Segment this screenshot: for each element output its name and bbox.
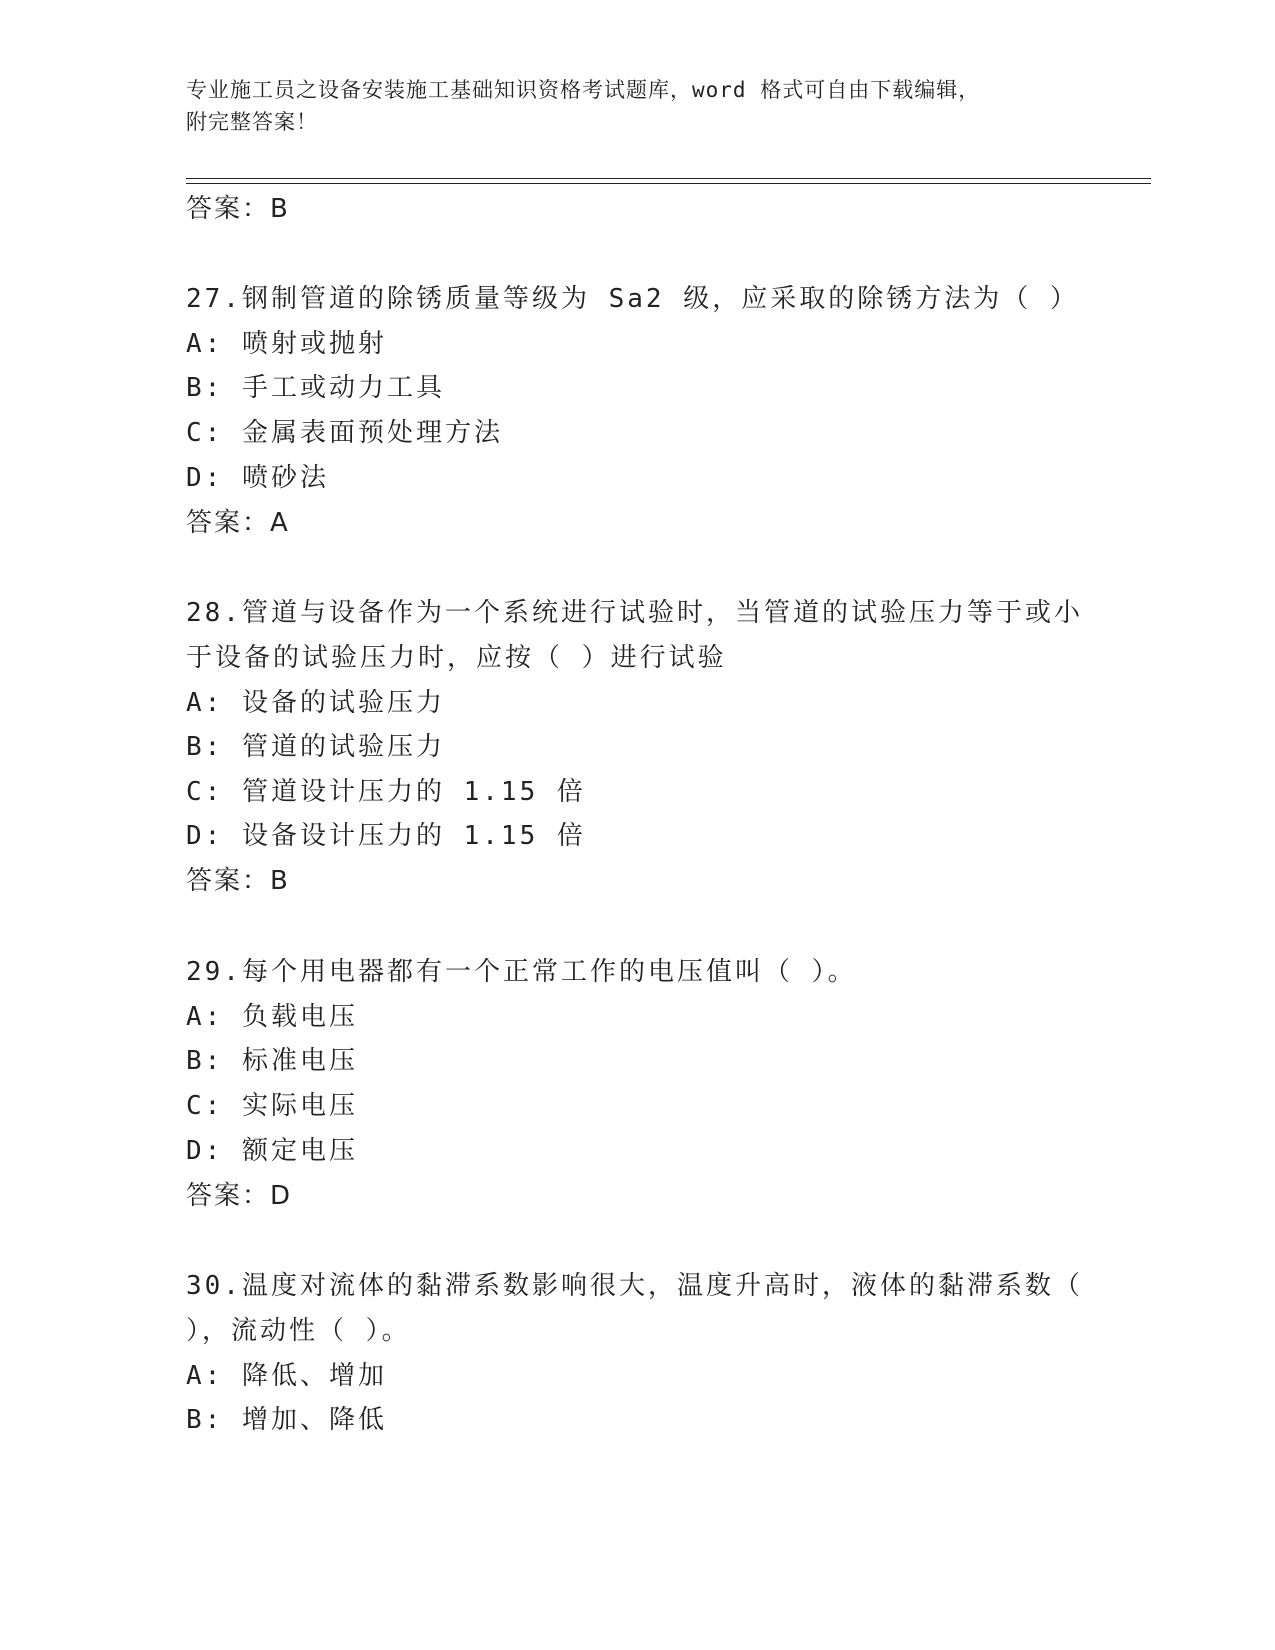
question-29-answer: 答案：D bbox=[186, 1181, 293, 1211]
document-header bbox=[186, 74, 1066, 138]
answer-previous: 答案：B bbox=[186, 194, 290, 224]
question-27-text: 27.钢制管道的除锈质量等级为 Sa2 级，应采取的除锈方法为（ ） bbox=[186, 284, 1079, 314]
question-29-text: 29.每个用电器都有一个正常工作的电压值叫（ ）。 bbox=[186, 957, 857, 987]
question-28-answer: 答案：B bbox=[186, 866, 290, 896]
header-line-2: 附完整答案！ bbox=[186, 110, 318, 134]
header-line-1: 专业施工员之设备安装施工基础知识资格考试题库，word 格式可自由下载编辑， bbox=[186, 78, 981, 102]
question-29-option-a: A: 负载电压 bbox=[186, 1002, 358, 1032]
question-29-option-d: D: 额定电压 bbox=[186, 1136, 358, 1166]
question-27-answer: 答案：A bbox=[186, 508, 290, 538]
question-29-option-b: B: 标准电压 bbox=[186, 1046, 358, 1076]
question-27-option-b: B: 手工或动力工具 bbox=[186, 373, 445, 403]
question-28-option-b: B: 管道的试验压力 bbox=[186, 732, 445, 762]
question-28-option-d: D: 设备设计压力的 1.15 倍 bbox=[186, 821, 586, 851]
question-29-option-c: C: 实际电压 bbox=[186, 1091, 358, 1121]
question-30-option-a: A: 降低、增加 bbox=[186, 1361, 387, 1391]
question-30-option-b: B: 增加、降低 bbox=[186, 1405, 387, 1435]
question-28-text-line-2: 于设备的试验压力时，应按（ ）进行试验 bbox=[186, 643, 727, 673]
question-28-text-line-1: 28.管道与设备作为一个系统进行试验时，当管道的试验压力等于或小 bbox=[186, 598, 1083, 628]
header-divider-top bbox=[186, 178, 1151, 179]
question-27-option-d: D: 喷砂法 bbox=[186, 463, 329, 493]
question-27-option-c: C: 金属表面预处理方法 bbox=[186, 418, 503, 448]
question-30-text-line-2: ），流动性（ ）。 bbox=[186, 1316, 411, 1346]
question-27-option-a: A: 喷射或抛射 bbox=[186, 329, 387, 359]
question-30-text-line-1: 30.温度对流体的黏滞系数影响很大，温度升高时，液体的黏滞系数（ bbox=[186, 1271, 1083, 1301]
header-divider-bottom bbox=[186, 183, 1151, 184]
question-28-option-a: A: 设备的试验压力 bbox=[186, 688, 445, 718]
question-28-option-c: C: 管道设计压力的 1.15 倍 bbox=[186, 777, 586, 807]
